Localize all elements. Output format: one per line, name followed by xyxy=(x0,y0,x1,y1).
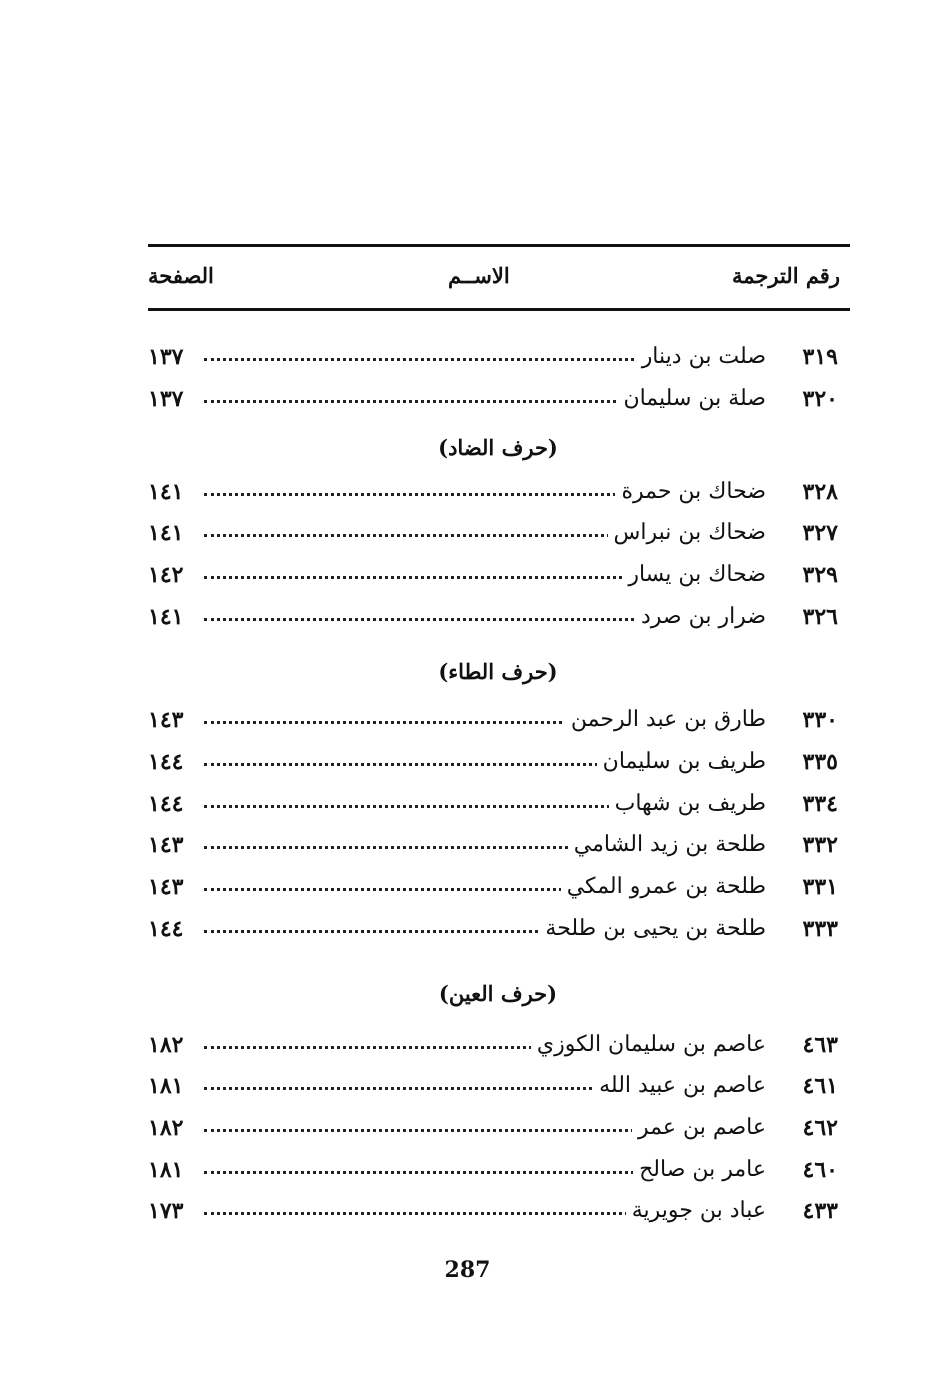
header-bottom-rule xyxy=(148,308,850,311)
index-entry xyxy=(148,909,848,949)
entry-number: ٣٢٧ xyxy=(802,520,838,546)
entry-name: ضحاك بن نبراس xyxy=(608,513,766,553)
header-name: الاســم xyxy=(448,263,510,288)
entry-page: ١٨١ xyxy=(148,1073,184,1099)
entry-number: ٣٣٤ xyxy=(802,791,838,817)
index-entry xyxy=(148,1108,848,1148)
entry-number: ٤٦٣ xyxy=(802,1032,838,1058)
entry-name: طلحة بن عمرو المكي xyxy=(561,867,766,907)
entry-name: طريف بن شهاب xyxy=(609,784,766,824)
index-entry xyxy=(148,472,848,512)
section-heading: (حرف الضاد) xyxy=(438,435,558,460)
index-entry xyxy=(148,597,848,637)
entry-page: ١٨١ xyxy=(148,1157,184,1183)
entry-page: ١٤٤ xyxy=(148,916,184,942)
index-entry xyxy=(148,867,848,907)
index-entry xyxy=(148,1150,848,1190)
entry-number: ٣٣٢ xyxy=(802,832,838,858)
entry-number: ٣٣٠ xyxy=(802,707,838,733)
table-header xyxy=(148,258,850,294)
entry-page: ١٤٣ xyxy=(148,874,184,900)
header-top-rule xyxy=(148,244,850,247)
entry-name: صلة بن سليمان xyxy=(617,379,766,419)
entry-number: ٣٢٨ xyxy=(802,479,838,505)
entry-page: ١٣٧ xyxy=(148,386,184,412)
entry-name: طريف بن سليمان xyxy=(597,742,766,782)
index-entry xyxy=(148,555,848,595)
entry-name: طارق بن عبد الرحمن xyxy=(565,700,766,740)
entry-number: ٤٣٣ xyxy=(802,1198,838,1224)
entry-name: ضرار بن صرد xyxy=(635,597,766,637)
entry-name: ضحاك بن حمرة xyxy=(615,472,766,512)
entry-page: ١٤١ xyxy=(148,520,184,546)
index-entry xyxy=(148,742,848,782)
entry-number: ٤٦١ xyxy=(802,1073,838,1099)
entry-number: ٣٣٣ xyxy=(802,916,838,942)
page-number: 287 xyxy=(444,1257,491,1283)
entry-page: ١٨٢ xyxy=(148,1115,184,1141)
entry-number: ٣٣٥ xyxy=(802,749,838,775)
entry-name: ضحاك بن يسار xyxy=(622,555,766,595)
index-entry xyxy=(148,1025,848,1065)
entry-page: ١٤١ xyxy=(148,604,184,630)
index-entry xyxy=(148,700,848,740)
entry-number: ٣٢٩ xyxy=(802,562,838,588)
index-entry xyxy=(148,513,848,553)
entry-page: ١٤٤ xyxy=(148,791,184,817)
entry-name: طلحة بن زيد الشامي xyxy=(568,825,766,865)
entry-number: ٣١٩ xyxy=(802,344,838,370)
index-entry xyxy=(148,379,848,419)
entry-page: ١٧٣ xyxy=(148,1198,184,1224)
entry-page: ١٨٢ xyxy=(148,1032,184,1058)
entry-page: ١٤٣ xyxy=(148,707,184,733)
entry-number: ٣٢٠ xyxy=(802,386,838,412)
entry-page: ١٤٤ xyxy=(148,749,184,775)
entry-number: ٤٦٠ xyxy=(802,1157,838,1183)
entry-number: ٣٣١ xyxy=(802,874,838,900)
entry-page: ١٤١ xyxy=(148,479,184,505)
entry-number: ٤٦٢ xyxy=(802,1115,838,1141)
index-entry xyxy=(148,337,848,377)
entry-page: ١٤٢ xyxy=(148,562,184,588)
index-entry xyxy=(148,1066,848,1106)
index-entry xyxy=(148,825,848,865)
section-heading: (حرف العين) xyxy=(438,981,558,1006)
section-heading: (حرف الطاء) xyxy=(438,659,558,684)
entry-name: عاصم بن سليمان الكوزي xyxy=(531,1025,766,1065)
index-entry xyxy=(148,1191,848,1231)
entry-page: ١٤٣ xyxy=(148,832,184,858)
entry-name: عباد بن جويرية xyxy=(626,1191,766,1231)
entry-name: صلت بن دينار xyxy=(636,337,766,377)
entry-name: طلحة بن يحيى بن طلحة xyxy=(539,909,766,949)
header-page: الصفحة xyxy=(148,263,214,288)
entry-page: ١٣٧ xyxy=(148,344,184,370)
entry-name: عامر بن صالح xyxy=(633,1150,766,1190)
index-entry xyxy=(148,784,848,824)
entry-name: عاصم بن عمر xyxy=(632,1108,766,1148)
entry-number: ٣٢٦ xyxy=(802,604,838,630)
entry-name: عاصم بن عبيد الله xyxy=(593,1066,766,1106)
header-entry-number: رقم الترجمة xyxy=(731,263,840,288)
